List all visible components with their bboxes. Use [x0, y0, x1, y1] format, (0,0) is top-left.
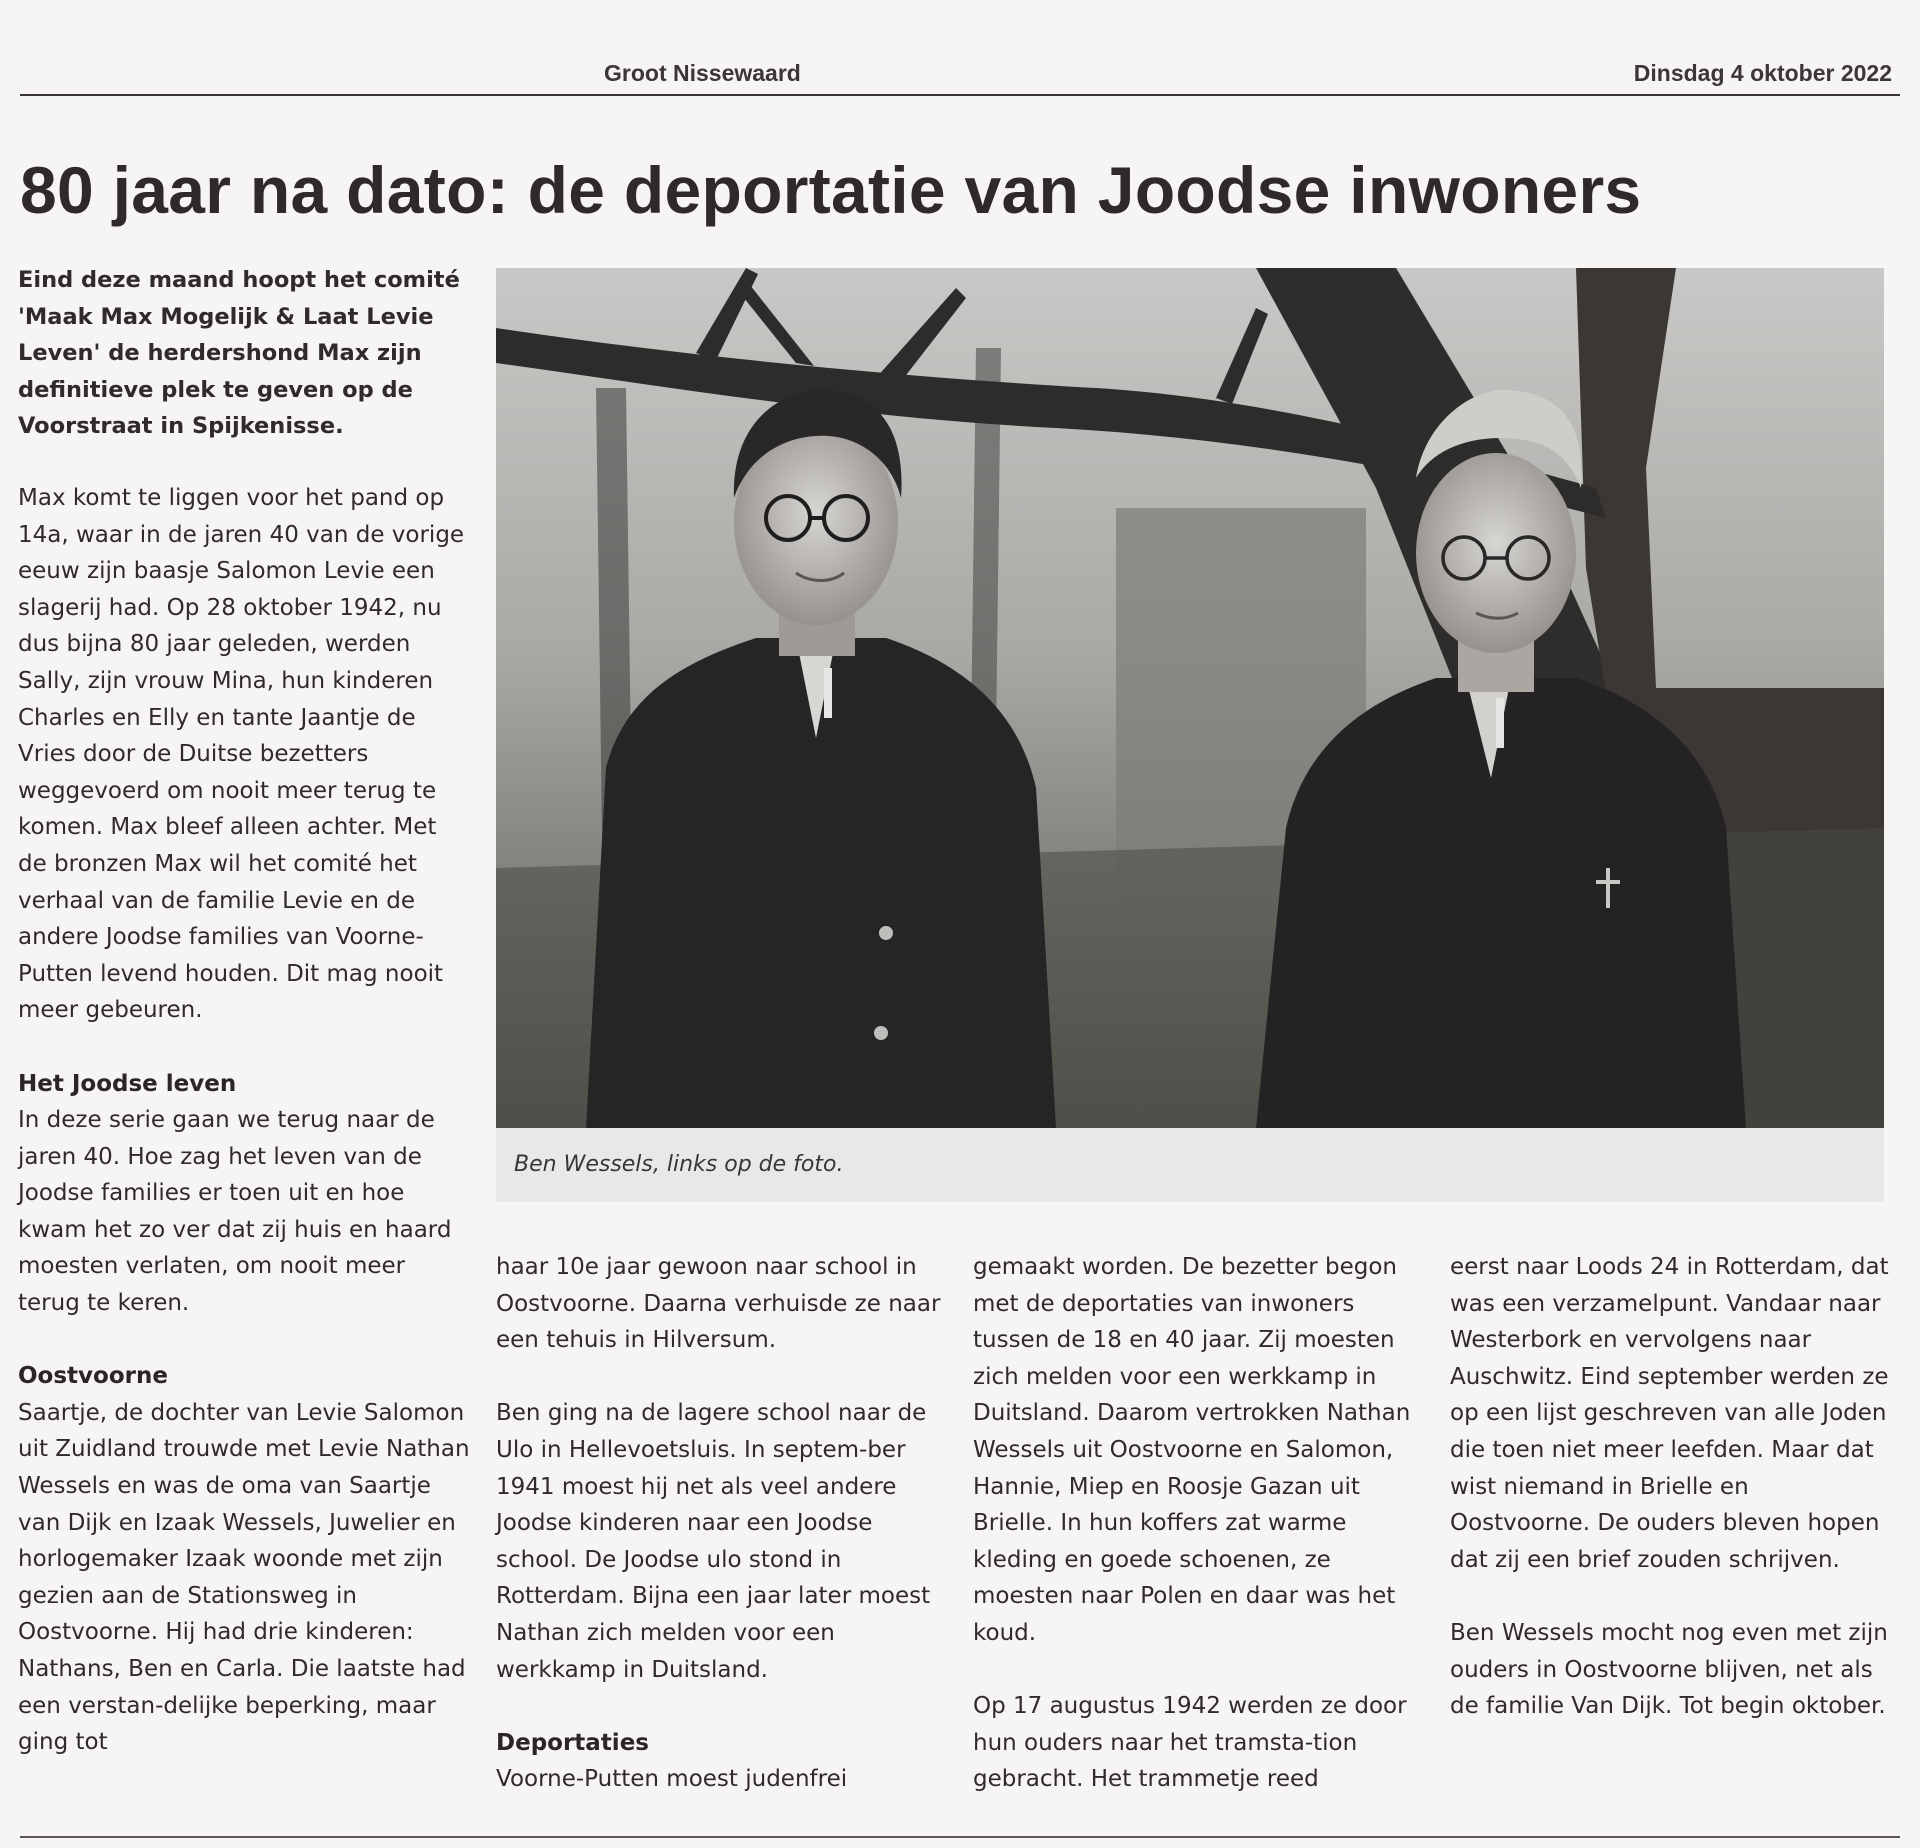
photo-two-boys-illustration	[496, 268, 1884, 1128]
paragraph: Ben Wessels mocht nog even met zijn ouders in Oostvoorne blijven, net als de familie Van Dijk. Tot begin oktober.	[1450, 1619, 1888, 1720]
article-headline: 80 jaar na dato: de deportatie van Joodse inwoners	[20, 153, 1642, 227]
paragraph: haar 10e jaar gewoon naar school in Oostvoorne. Daarna verhuisde ze naar een tehuis in Hilversum.	[496, 1254, 941, 1354]
paragraph: Ben ging na de lagere school naar de Ulo in Hellevoetsluis. In septem-ber 1941 moest hij net als veel andere Joodse kinderen naar een Joodse school. De Joodse ulo stond in Rotterdam. Bijna een jaar later moest Nathan zich melden voor een werkkamp in Duitsland.	[496, 1400, 931, 1683]
publication-name: Groot Nissewaard	[604, 60, 801, 86]
paragraph: Saartje, de dochter van Levie Salomon uit Zuidland trouwde met Levie Nathan Wessels en was de oma van Saartje van Dijk en Izaak Wessels, Juwelier en horlogemaker Izaak woonde met zijn gezien aan de Stationsweg in Oostvoorne. Hij had drie kinderen: Nathans, Ben en Carla. Die laatste had een verstan-delijke beperking, maar ging tot	[18, 1399, 470, 1756]
subheading-joodse-leven: Het Joodse leven	[18, 1070, 237, 1097]
article-lead: Eind deze maand hoopt het comité 'Maak Max Mogelijk & Laat Levie Leven' de herdershond Max zijn definitieve plek te geven op de Voorstraat in Spijkenisse.	[18, 267, 460, 440]
paragraph: In deze serie gaan we terug naar de jaren 40. Hoe zag het leven van de Joodse families er toen uit en hoe kwam het zo ver dat zij huis en haard moesten verlaten, om nooit meer terug te keren.	[18, 1107, 452, 1317]
text-column-3	[973, 1249, 1413, 1798]
bottom-rule	[20, 1836, 1900, 1838]
subheading-deportaties: Deportaties	[496, 1729, 649, 1756]
subheading-oostvoorne: Oostvoorne	[18, 1363, 168, 1390]
paragraph: gemaakt worden. De bezetter begon met de deportaties van inwoners tussen de 18 en 40 jaar. Zij moesten zich melden voor een werkkamp in Duitsland. Daarom vertrokken Nathan Wessels uit Oostvoorne en Salomon, Hannie, Miep en Roosje Gazan uit Brielle. In hun koffers zat warme kleding en goede schoenen, ze moesten naar Polen en daar was het koud.	[973, 1254, 1411, 1646]
paragraph: Op 17 augustus 1942 werden ze door hun ouders naar het tramsta-tion gebracht. Het trammetje reed	[973, 1693, 1407, 1793]
publication-date: Dinsdag 4 oktober 2022	[1633, 60, 1892, 86]
paragraph: Voorne-Putten moest judenfrei	[496, 1766, 848, 1793]
running-head	[20, 58, 1900, 96]
paragraph: Max komt te liggen voor het pand op 14a, waar in de jaren 40 van de vorige eeuw zijn baasje Salomon Levie een slagerij had. Op 28 oktober 1942, nu dus bijna 80 jaar geleden, werden Sally, zijn vrouw Mina, hun kinderen Charles en Elly en tante Jaantje de Vries door de Duitse bezetters weggevoerd om nooit meer terug te komen. Max bleef alleen achter. Met de bronzen Max wil het comité het verhaal van de familie Levie en de andere Joodse families van Voorne-Putten levend houden. Dit mag nooit meer gebeuren.	[18, 485, 465, 1024]
text-column-4	[1450, 1249, 1895, 1725]
text-column-2	[496, 1249, 941, 1798]
paragraph: eerst naar Loods 24 in Rotterdam, dat was een verzamelpunt. Vandaar naar Westerbork en vervolgens naar Auschwitz. Eind september werden ze op een lijst geschreven van alle Joden die toen niet meer leefden. Maar dat wist niemand in Brielle en Oostvoorne. De ouders bleven hopen dat zij een brief zouden schrijven.	[1450, 1254, 1889, 1573]
text-column-1	[18, 480, 470, 1761]
photo-caption: Ben Wessels, links op de foto.	[514, 1152, 844, 1177]
historic-photo	[496, 268, 1884, 1128]
caption-band	[496, 1128, 1884, 1202]
